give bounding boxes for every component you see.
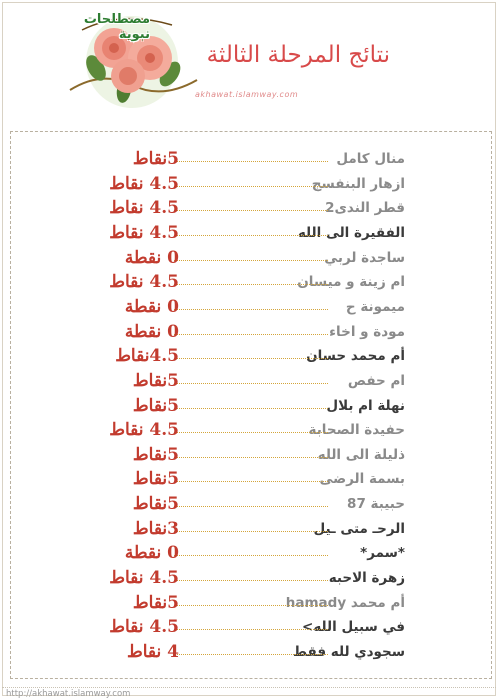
score-value: 4.5نقاط bbox=[115, 346, 179, 367]
score-value: 4.5 نقاط bbox=[109, 272, 179, 293]
result-row bbox=[11, 321, 493, 343]
participant-name: الفقيرة الى الله bbox=[297, 224, 405, 241]
participant-name: ساجدة لربي bbox=[324, 249, 405, 266]
score-value: 5نقاط bbox=[132, 592, 179, 613]
participant-name: أم محمد حسان bbox=[306, 348, 405, 365]
participant-name: حفيدة الصحابة bbox=[308, 422, 405, 439]
dotted-leader bbox=[174, 580, 328, 581]
score-value: 0 نقطة bbox=[124, 543, 179, 564]
score-value: 4 نقاط bbox=[127, 642, 179, 662]
dotted-leader bbox=[174, 260, 328, 261]
participant-name: في سبيل الله> bbox=[302, 619, 405, 636]
score-value: 4.5 نقاط bbox=[109, 222, 179, 243]
result-row bbox=[11, 592, 493, 614]
score-value: 4.5 نقاط bbox=[109, 198, 179, 219]
logo-badge: مصطلحات نبوية bbox=[83, 12, 150, 42]
dotted-leader bbox=[174, 531, 328, 532]
participant-name: ميمونة ح bbox=[345, 298, 405, 315]
participant-name: سجودي لله فقط bbox=[293, 644, 405, 660]
result-row bbox=[11, 444, 493, 466]
score-value: 5نقاط bbox=[132, 370, 179, 391]
participant-name: *سمر* bbox=[360, 545, 405, 562]
dotted-leader bbox=[174, 383, 328, 384]
result-row bbox=[11, 395, 493, 417]
dotted-leader bbox=[174, 506, 328, 507]
participant-name: ذليلة الى الله bbox=[317, 446, 405, 463]
score-value: 5نقاط bbox=[132, 444, 179, 465]
dotted-leader bbox=[174, 284, 328, 285]
dotted-leader bbox=[174, 408, 328, 409]
footer-divider bbox=[2, 687, 496, 688]
page-title: نتائج المرحلة الثالثة bbox=[206, 42, 390, 68]
participant-name: ازهار البنفسج bbox=[311, 175, 405, 192]
result-row bbox=[11, 616, 493, 638]
result-row bbox=[11, 641, 493, 663]
participant-name: بسمة الرضى bbox=[319, 471, 405, 488]
site-tag: akhawat.islamway.com bbox=[195, 90, 299, 99]
score-value: 4.5 نقاط bbox=[109, 617, 179, 638]
participant-name: ام حفص bbox=[347, 372, 405, 389]
participant-name: قطر الندى2 bbox=[325, 200, 405, 217]
dotted-leader bbox=[174, 161, 328, 162]
result-row bbox=[11, 296, 493, 318]
dotted-leader bbox=[174, 432, 328, 433]
result-row bbox=[11, 567, 493, 589]
dotted-leader bbox=[174, 605, 328, 606]
footer-url: http://akhawat.islamway.com bbox=[6, 689, 131, 699]
result-row bbox=[11, 271, 493, 293]
participant-name: أم محمد hamady bbox=[285, 594, 405, 611]
score-value: 5نقاط bbox=[132, 395, 179, 416]
header bbox=[0, 0, 500, 120]
result-row bbox=[11, 148, 493, 170]
dotted-leader bbox=[174, 309, 328, 310]
score-value: 5نقاط bbox=[132, 469, 179, 490]
result-row bbox=[11, 370, 493, 392]
result-row bbox=[11, 493, 493, 515]
score-value: 5نقاط bbox=[132, 149, 179, 169]
result-row bbox=[11, 345, 493, 367]
score-value: 5نقاط bbox=[132, 494, 179, 515]
result-row bbox=[11, 247, 493, 269]
score-value: 4.5 نقاط bbox=[109, 420, 179, 441]
score-value: 0 نقطة bbox=[124, 321, 179, 342]
dotted-leader bbox=[174, 629, 328, 630]
dotted-leader bbox=[174, 457, 328, 458]
participant-name: زهرة الاحبه bbox=[328, 570, 405, 587]
dotted-leader bbox=[174, 210, 328, 211]
score-value: 3نقاط bbox=[132, 518, 179, 539]
result-row bbox=[11, 197, 493, 219]
dotted-leader bbox=[174, 654, 328, 655]
score-value: 0 نقطة bbox=[124, 247, 179, 268]
participant-name: الرحـ متى ـيل bbox=[313, 520, 405, 537]
results-list bbox=[10, 131, 492, 679]
participant-name: منال كامل bbox=[336, 151, 405, 167]
result-row bbox=[11, 222, 493, 244]
result-row bbox=[11, 518, 493, 540]
score-value: 4.5 نقاط bbox=[109, 568, 179, 589]
dotted-leader bbox=[174, 334, 328, 335]
participant-name: ام زينة و ميسان bbox=[297, 274, 405, 291]
participant-name: نهلة ام بلال bbox=[326, 397, 405, 414]
result-row bbox=[11, 542, 493, 564]
score-value: 4.5 نقاط bbox=[109, 173, 179, 194]
result-row bbox=[11, 468, 493, 490]
dotted-leader bbox=[174, 235, 328, 236]
score-value: 0 نقطة bbox=[124, 296, 179, 317]
result-row bbox=[11, 419, 493, 441]
dotted-leader bbox=[174, 186, 328, 187]
result-row bbox=[11, 173, 493, 195]
participant-name: حبيبة 87 bbox=[347, 496, 405, 513]
dotted-leader bbox=[174, 555, 328, 556]
dotted-leader bbox=[174, 481, 328, 482]
dotted-leader bbox=[174, 358, 328, 359]
participant-name: مودة و اخاء bbox=[329, 323, 405, 340]
